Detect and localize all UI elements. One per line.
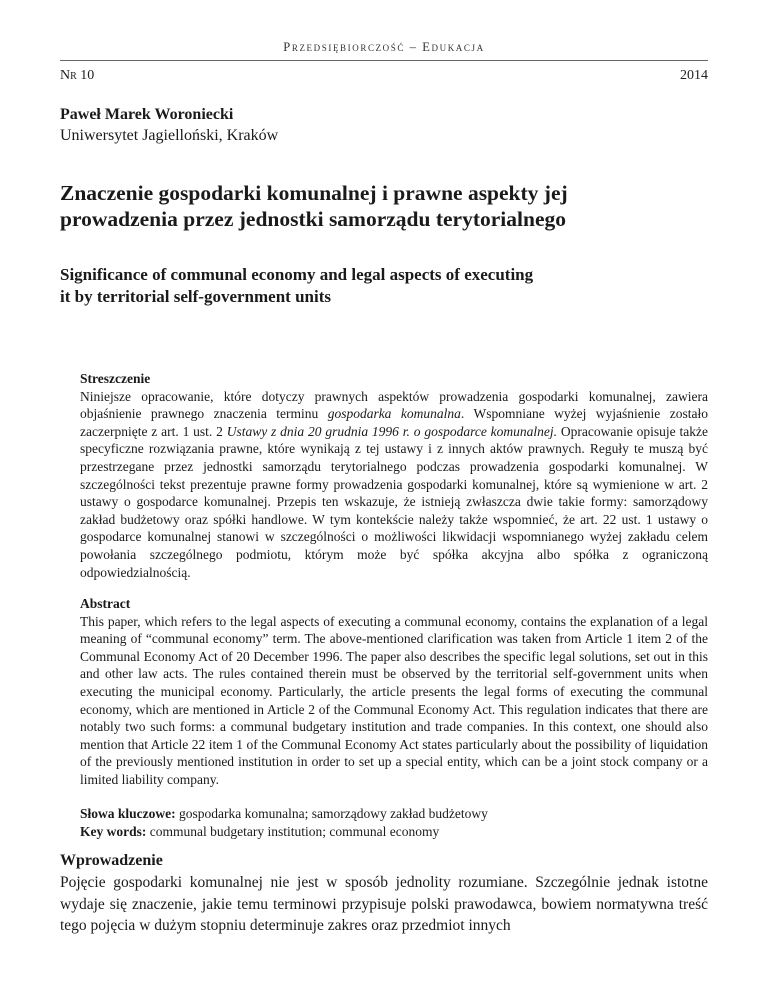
author-affiliation: Uniwersytet Jagielloński, Kraków (60, 127, 279, 144)
streszczenie-heading: Streszczenie (80, 371, 151, 386)
header-rule (60, 60, 708, 61)
keywords-polish (80, 805, 708, 823)
streszczenie-act-title: Ustawy z dnia 20 grudnia 1996 r. o gospodarce komunalnej. (226, 423, 558, 439)
abstract-block (80, 595, 708, 789)
running-head: Przedsiębiorczość – Edukacja (283, 40, 485, 54)
keywords-block (80, 805, 708, 840)
streszczenie-text-1: Niniejsze opracowanie, które dotyczy prawnych aspektów prowadzenia gospodarki komunalnej, zawiera objaśnienie prawnego znaczenia terminu (80, 388, 708, 422)
keywords-english-value: communal budgetary institution; communal economy (146, 823, 440, 839)
keywords-english-label: Key words: (80, 823, 147, 839)
intro-paragraph: Pojęcie gospodarki komunalnej nie jest w sposób jednolity rozumiane. Szczególnie jednak istotne wydaje się znaczenie, jakie temu terminowi przypisuje polski prawodawca, bowiem normatywna treść tego pojęcia w dużym stopniu determinuje zakres oraz przedmiot innych (60, 874, 708, 934)
title-english (60, 264, 700, 308)
author-name: Paweł Marek Woroniecki (60, 106, 234, 123)
title-polish (60, 180, 700, 232)
keywords-polish-label: Słowa kluczowe: (80, 806, 176, 821)
title-polish-line-1: Znaczenie gospodarki komunalnej i prawne aspekty jej (60, 181, 568, 205)
intro-heading: Wprowadzenie (60, 852, 163, 869)
streszczenie-term: gospodarka komunalna (327, 406, 461, 422)
streszczenie-block (80, 370, 708, 581)
streszczenie-text-3: Opracowanie opisuje także specyficzne rozwiązania prawne, które wynikają z tej ustawy i z innych aktów prawnych. Reguły te muszą być przestrzegane przez jednostki samorządu terytorialnego podczas prowadzenia gospodarki komunalnej. W szczególności tekst prezentuje prawne formy prowadzenia gospodarki komunalnej, które są wymienione w art. 2 ustawy o gospodarce komunalnej. Przepis ten wskazuje, że istnieją zwłaszcza dwie takie formy: samorządowy zakład budżetowy oraz spółki handlowe. W tym kontekście należy także wspomnieć, że art. 22 ust. 1 ustawy o gospodarce komunalnej stanowi w szczególności o możliwości likwidacji wspomnianego wyżej zakładu celem powołania szczególnego podmiotu, którym może być spółka akcyjna albo spółka z ograniczoną odpowiedzialnością. (80, 423, 708, 580)
abstract-heading: Abstract (80, 596, 131, 611)
issue-year: 2014 (680, 68, 708, 83)
issue-number: Nr 10 (60, 68, 95, 83)
abstract-text: This paper, which refers to the legal aspects of executing a communal economy, contains the explanation of a legal meaning of “communal economy” term. The above-mentioned clarification was taken from Article 1 item 2 of the Communal Economy Act of 20 December 1996. The paper also describes the specific legal solutions, set out in this and other law acts. The rules contained therein must be observed by the territorial self-government units when executing the municipal economy. Particularly, the article presents the legal forms of executing the communal economy, which are mentioned in Article 2 of the Communal Economy Act. This regulation indicates that there are notably two such forms: a communal budgetary institution and trade companies. In this context, one should also mention that Article 22 item 1 of the Communal Economy Act states particularly about the possibility of liquidation of the previously mentioned institution in order to set up a special entity, which can be a joint stock company or a limited liability company. (80, 613, 708, 787)
streszczenie-text-2: . Wspomniane wyżej wyjaśnienie zostało zaczerpnięte z art. 1 ust. 2 (80, 406, 708, 439)
keywords-polish-value: gospodarka komunalna; samorządowy zakład budżetowy (175, 806, 488, 821)
title-english-line-2: it by territorial self-government units (60, 287, 331, 306)
title-polish-line-2: prowadzenia przez jednostki samorządu terytorialnego (60, 207, 566, 231)
title-english-line-1: Significance of communal economy and legal aspects of executing (60, 265, 534, 284)
keywords-english (80, 823, 708, 841)
